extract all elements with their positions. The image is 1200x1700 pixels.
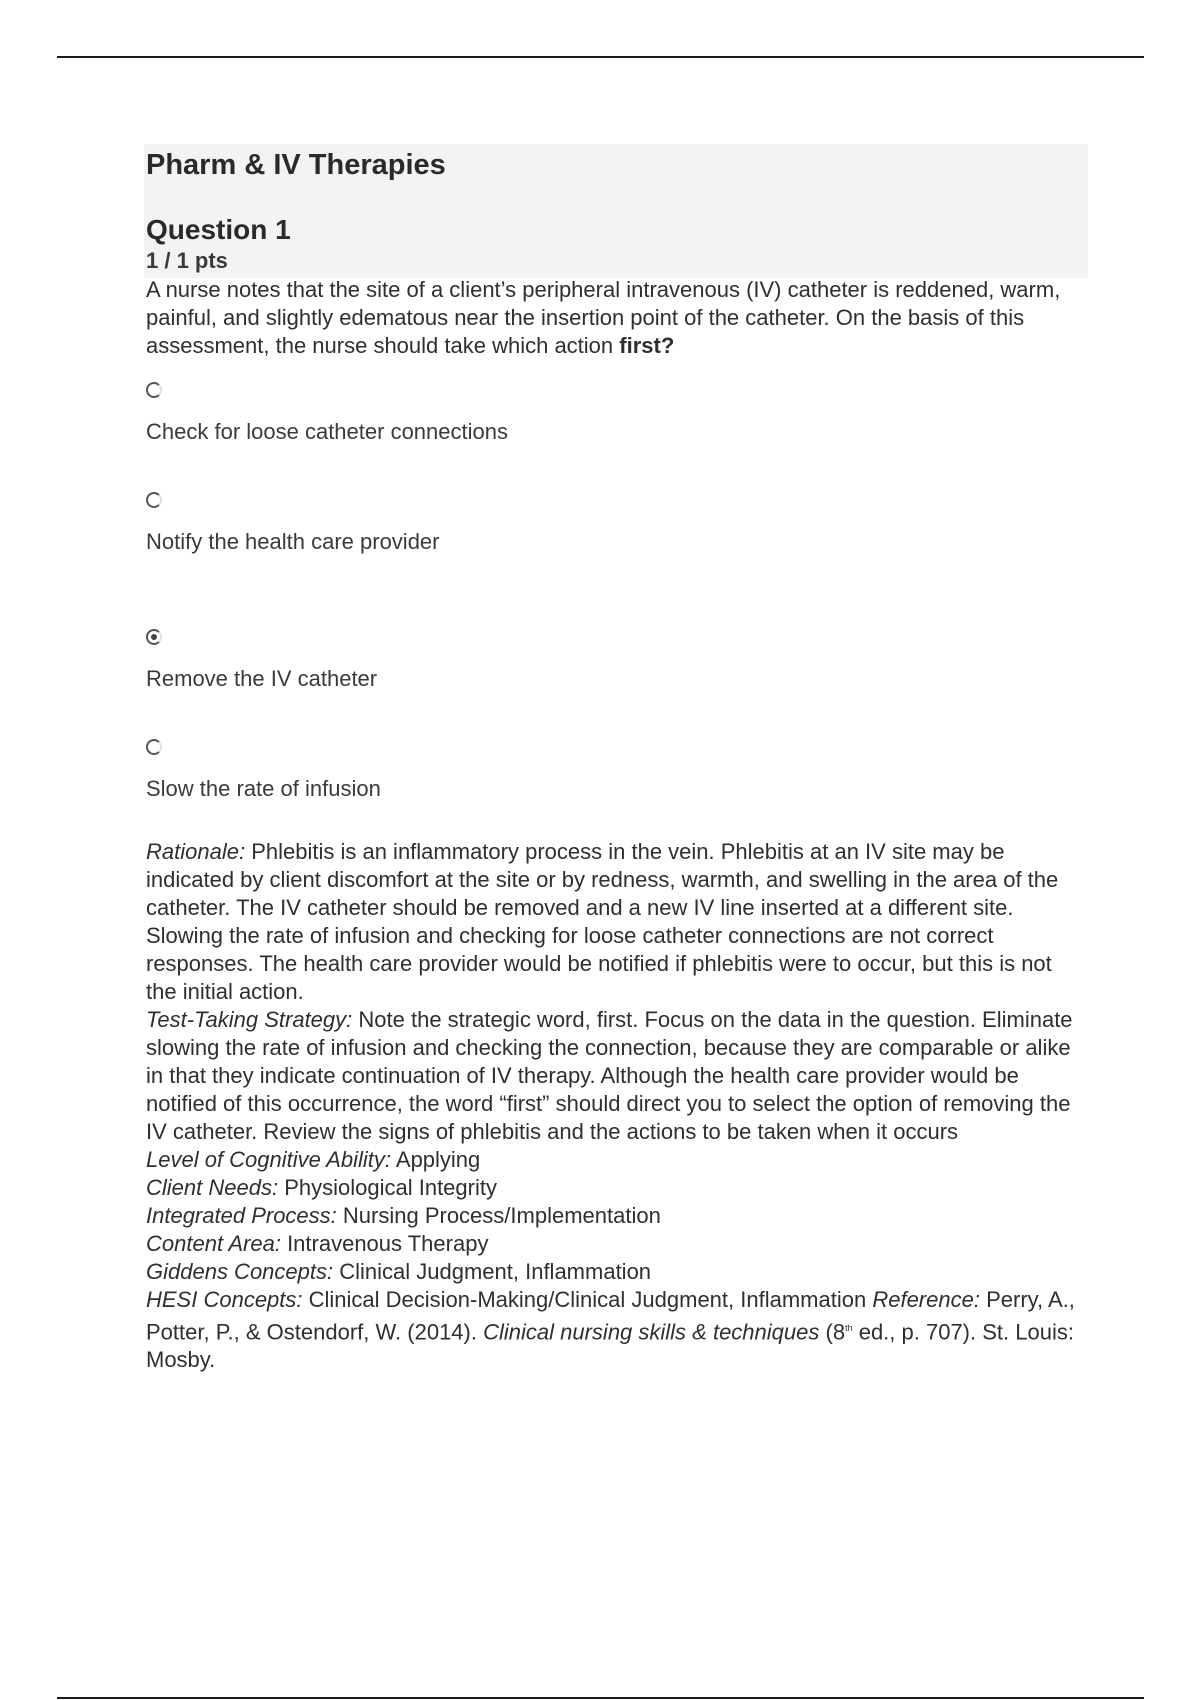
rationale-paragraph xyxy=(146,838,1088,1006)
answer-option-3[interactable] xyxy=(146,629,846,693)
answer-label[interactable]: Notify the health care provider xyxy=(146,529,440,554)
strategy-paragraph xyxy=(146,1006,1088,1146)
content-area xyxy=(146,1230,1088,1258)
radio-selected-icon[interactable] xyxy=(146,629,162,645)
cognitive-label: Level of Cognitive Ability: xyxy=(146,1147,391,1172)
answer-label[interactable]: Remove the IV catheter xyxy=(146,666,378,691)
content-label: Content Area: xyxy=(146,1231,281,1256)
points-score: 1 / 1 pts xyxy=(146,248,228,273)
giddens-label: Giddens Concepts: xyxy=(146,1259,334,1284)
answer-option-4[interactable] xyxy=(146,739,846,803)
hesi-and-reference xyxy=(146,1286,1088,1374)
question-title: Question 1 xyxy=(146,214,291,245)
client-needs-value: Physiological Integrity xyxy=(284,1175,497,1200)
integrated-process xyxy=(146,1202,1088,1230)
question-content xyxy=(146,144,1088,1373)
process-label: Integrated Process: xyxy=(146,1203,337,1228)
question-stem-emphasis: first? xyxy=(619,333,675,358)
cognitive-level xyxy=(146,1146,1088,1174)
bottom-rule xyxy=(57,1697,1144,1699)
question-stem-text: A nurse notes that the site of a client’s peripheral intravenous (IV) catheter is reddened, warm, painful, and slightly edematous near the insertion point of the catheter. On the basis of this assessment, the nurse should take which action xyxy=(146,277,1061,358)
question-header xyxy=(144,144,1088,278)
radio-unselected-icon[interactable] xyxy=(146,739,162,755)
giddens-value: Clinical Judgment, Inflammation xyxy=(339,1259,652,1284)
question-stem xyxy=(146,276,1088,360)
reference-authors: Perry, A., Potter, P., & Ostendorf, W. (2014). xyxy=(146,1287,1075,1345)
answer-option-1[interactable] xyxy=(146,382,846,446)
rationale-label: Rationale: xyxy=(146,839,246,864)
client-needs-label: Client Needs: xyxy=(146,1175,279,1200)
process-value: Nursing Process/Implementation xyxy=(342,1203,661,1228)
strategy-text: Note the strategic word, first. Focus on the data in the question. Eliminate slowing the rate of infusion and checking the connection, because they are comparable or alike in that they indicate continuation of IV therapy. Although the health care provider would be notified of this occurrence, the word “first” should direct you to select the option of removing the IV catheter. Review the signs of phlebitis and the actions to be taken when it occurs xyxy=(146,1007,1073,1144)
giddens-concepts xyxy=(146,1258,1088,1286)
top-rule xyxy=(57,56,1144,58)
hesi-value: Clinical Decision-Making/Clinical Judgment, Inflammation xyxy=(308,1287,867,1312)
reference-edition-open: (8 xyxy=(825,1319,846,1345)
reference-edition-sup: th xyxy=(845,1323,853,1333)
reference-rest: ed., p. 707). St. Louis: Mosby. xyxy=(146,1319,1074,1373)
rationale-block xyxy=(146,838,1088,1374)
answer-label[interactable]: Check for loose catheter connections xyxy=(146,419,508,444)
answer-label[interactable]: Slow the rate of infusion xyxy=(146,776,381,801)
hesi-label: HESI Concepts: xyxy=(146,1287,303,1312)
content-value: Intravenous Therapy xyxy=(287,1231,489,1256)
radio-unselected-icon[interactable] xyxy=(146,382,162,398)
strategy-label: Test-Taking Strategy: xyxy=(146,1007,353,1032)
answer-option-2[interactable] xyxy=(146,492,846,556)
client-needs xyxy=(146,1174,1088,1202)
quiz-title: Pharm & IV Therapies xyxy=(146,149,446,181)
cognitive-value: Applying xyxy=(395,1147,481,1172)
reference-book: Clinical nursing skills & techniques xyxy=(483,1319,820,1345)
reference-label: Reference: xyxy=(872,1287,980,1312)
rationale-text: Phlebitis is an inflammatory process in the vein. Phlebitis at an IV site may be indicated by client discomfort at the site or by redness, warmth, and swelling in the area of the catheter. The IV catheter should be removed and a new IV line inserted at a different site. Slowing the rate of infusion and checking for loose catheter connections are not correct responses. The health care provider would be notified if phlebitis were to occur, but this is not the initial action. xyxy=(146,839,1059,1004)
radio-unselected-icon[interactable] xyxy=(146,492,162,508)
